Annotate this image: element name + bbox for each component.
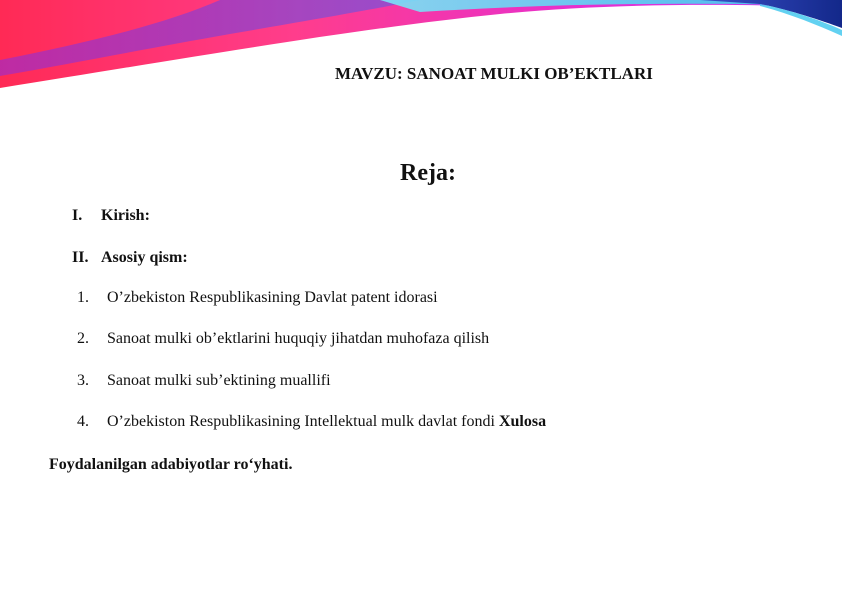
- item-number: 1.: [77, 289, 89, 306]
- section-marker: I.: [72, 207, 83, 224]
- item-number: 3.: [77, 372, 89, 389]
- slide-title: MAVZU: SANOAT MULKI OB’EKTLARI: [335, 64, 653, 83]
- item-number: 4.: [77, 413, 89, 430]
- item-text-wrap: [107, 413, 546, 431]
- plan-heading: Reja:: [400, 160, 456, 186]
- section-label: Kirish:: [101, 207, 150, 224]
- item-number: 2.: [77, 330, 89, 347]
- decorative-banner: [0, 0, 842, 100]
- references-heading: Foydalanilgan adabiyotlar ro‘yhati.: [49, 456, 293, 473]
- section-label: Asosiy qism:: [101, 249, 188, 266]
- item-text: Sanoat mulki ob’ektlarini huquqiy jihatdan muhofaza qilish: [107, 330, 490, 347]
- item-text: Sanoat mulki sub’ektining muallifi: [107, 372, 331, 389]
- item-text: O’zbekiston Respublikasining Intellektual mulk davlat fondi: [107, 413, 495, 430]
- item-text: O’zbekiston Respublikasining Davlat patent idorasi: [107, 289, 438, 306]
- section-marker: II.: [72, 249, 89, 266]
- conclusion-label: Xulosa: [498, 413, 547, 430]
